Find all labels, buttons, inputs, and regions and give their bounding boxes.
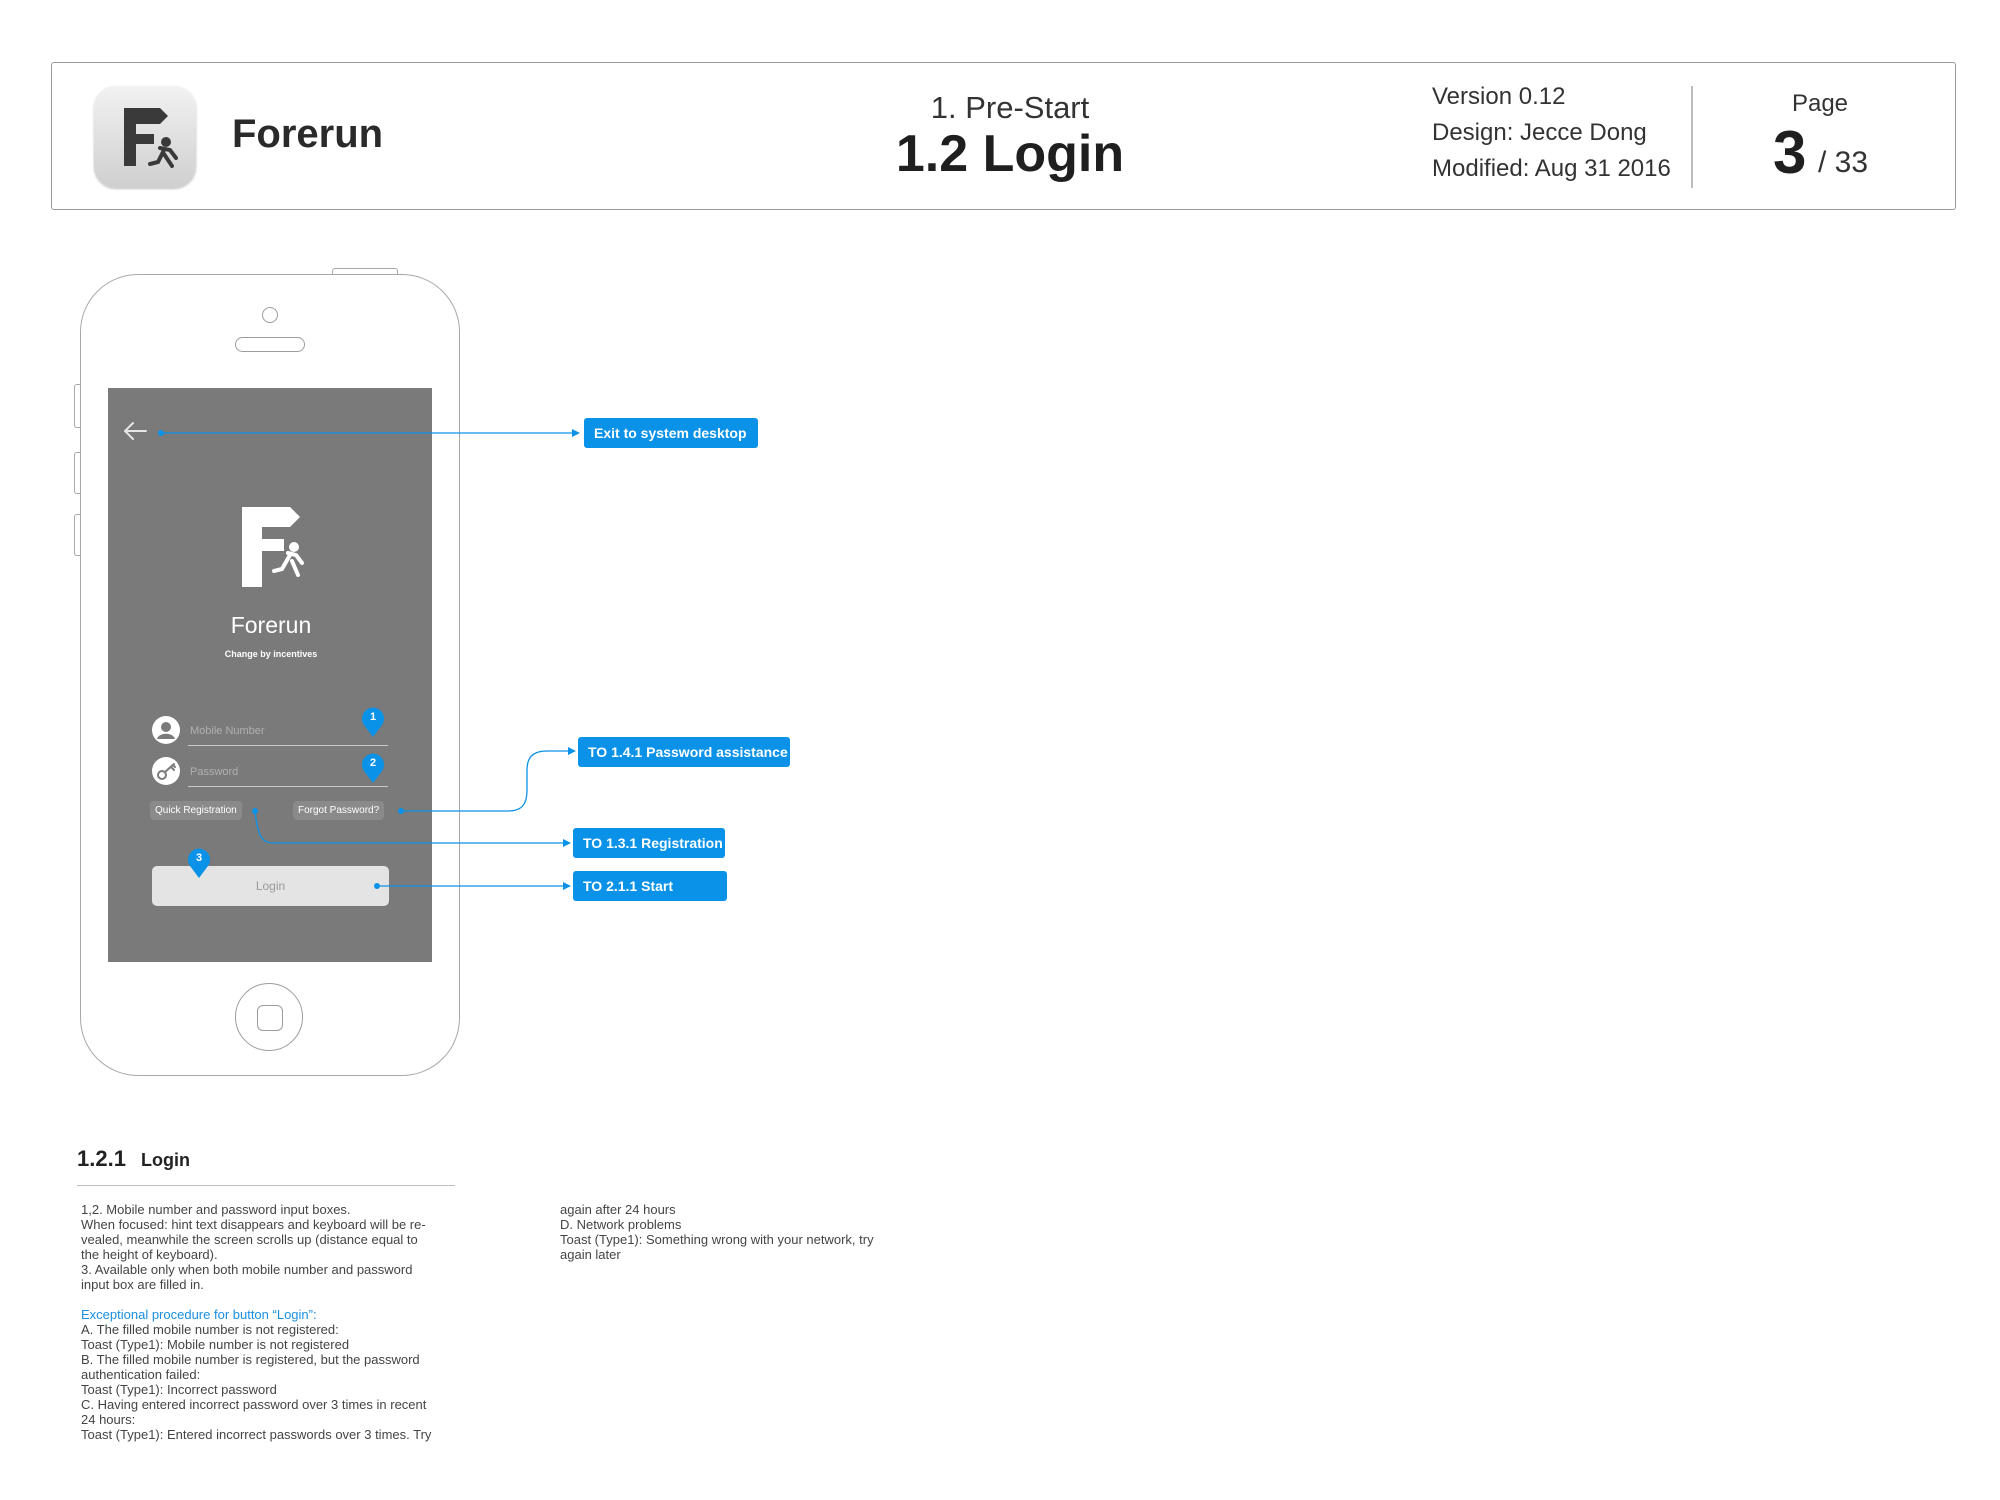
screen-tagline: Change by incentives [224, 649, 318, 659]
section-label: 1. Pre-Start [930, 90, 1090, 125]
note-line: A. The filled mobile number is not registered: [81, 1322, 339, 1337]
notes-divider [77, 1185, 455, 1186]
note-line: the height of keyboard). [81, 1247, 218, 1262]
version-label: Version 0.12 [1432, 83, 1566, 110]
password-input[interactable]: Password [190, 766, 239, 778]
notes-column-1 [81, 1202, 431, 1442]
page-label: Page [1791, 90, 1849, 117]
page-number: 3 [1773, 119, 1807, 186]
note-line: again later [560, 1247, 621, 1262]
note-line: When focused: hint text disappears and keyboard will be re- [81, 1217, 426, 1232]
exception-title: Exceptional procedure for button “Login”: [81, 1307, 317, 1322]
app-name: Forerun [232, 112, 384, 156]
callout-registration: TO 1.3.1 Registration [573, 828, 725, 858]
note-line: input box are filled in. [81, 1277, 204, 1292]
callout-start: TO 2.1.1 Start [573, 871, 727, 901]
note-line: Toast (Type1): Something wrong with your network, try [560, 1232, 874, 1247]
note-line: D. Network problems [560, 1217, 682, 1232]
screen-app-name: Forerun [230, 612, 312, 638]
note-line: 24 hours: [81, 1412, 136, 1427]
page-title: 1.2 Login [895, 125, 1125, 183]
note-line: Toast (Type1): Mobile number is not registered [81, 1337, 350, 1352]
callout-password-assistance: TO 1.4.1 Password assistance [578, 737, 790, 767]
note-line: 1,2. Mobile number and password input boxes. [81, 1202, 351, 1217]
note-line: vealed, meanwhile the screen scrolls up (distance equal to [81, 1232, 418, 1247]
login-button[interactable]: Login [152, 866, 389, 906]
designer-label: Design: Jecce Dong [1432, 119, 1647, 146]
notes-heading-number: 1.2.1 [77, 1146, 126, 1171]
marker-label: 3 [195, 852, 203, 864]
note-line: Toast (Type1): Entered incorrect passwords over 3 times. Try [81, 1427, 432, 1442]
note-line: B. The filled mobile number is registered, but the password [81, 1352, 420, 1367]
marker-label: 2 [369, 757, 377, 769]
note-line: authentication failed: [81, 1367, 201, 1382]
notes-column-2 [560, 1202, 874, 1262]
note-line: again after 24 hours [560, 1202, 676, 1217]
note-line: 3. Available only when both mobile number and password [81, 1262, 413, 1277]
callout-exit: Exit to system desktop [584, 418, 758, 448]
notes-heading-label: Login [141, 1150, 190, 1170]
note-line: Toast (Type1): Incorrect password [81, 1382, 277, 1397]
page-total: / 33 [1818, 146, 1869, 179]
modified-label: Modified: Aug 31 2016 [1432, 155, 1671, 182]
forgot-password-link[interactable]: Forgot Password? [293, 801, 384, 820]
marker-label: 1 [369, 711, 377, 723]
note-line: C. Having entered incorrect password over 3 times in recent [81, 1397, 427, 1412]
quick-registration-link[interactable]: Quick Registration [150, 801, 242, 820]
mobile-number-input[interactable]: Mobile Number [190, 725, 265, 737]
